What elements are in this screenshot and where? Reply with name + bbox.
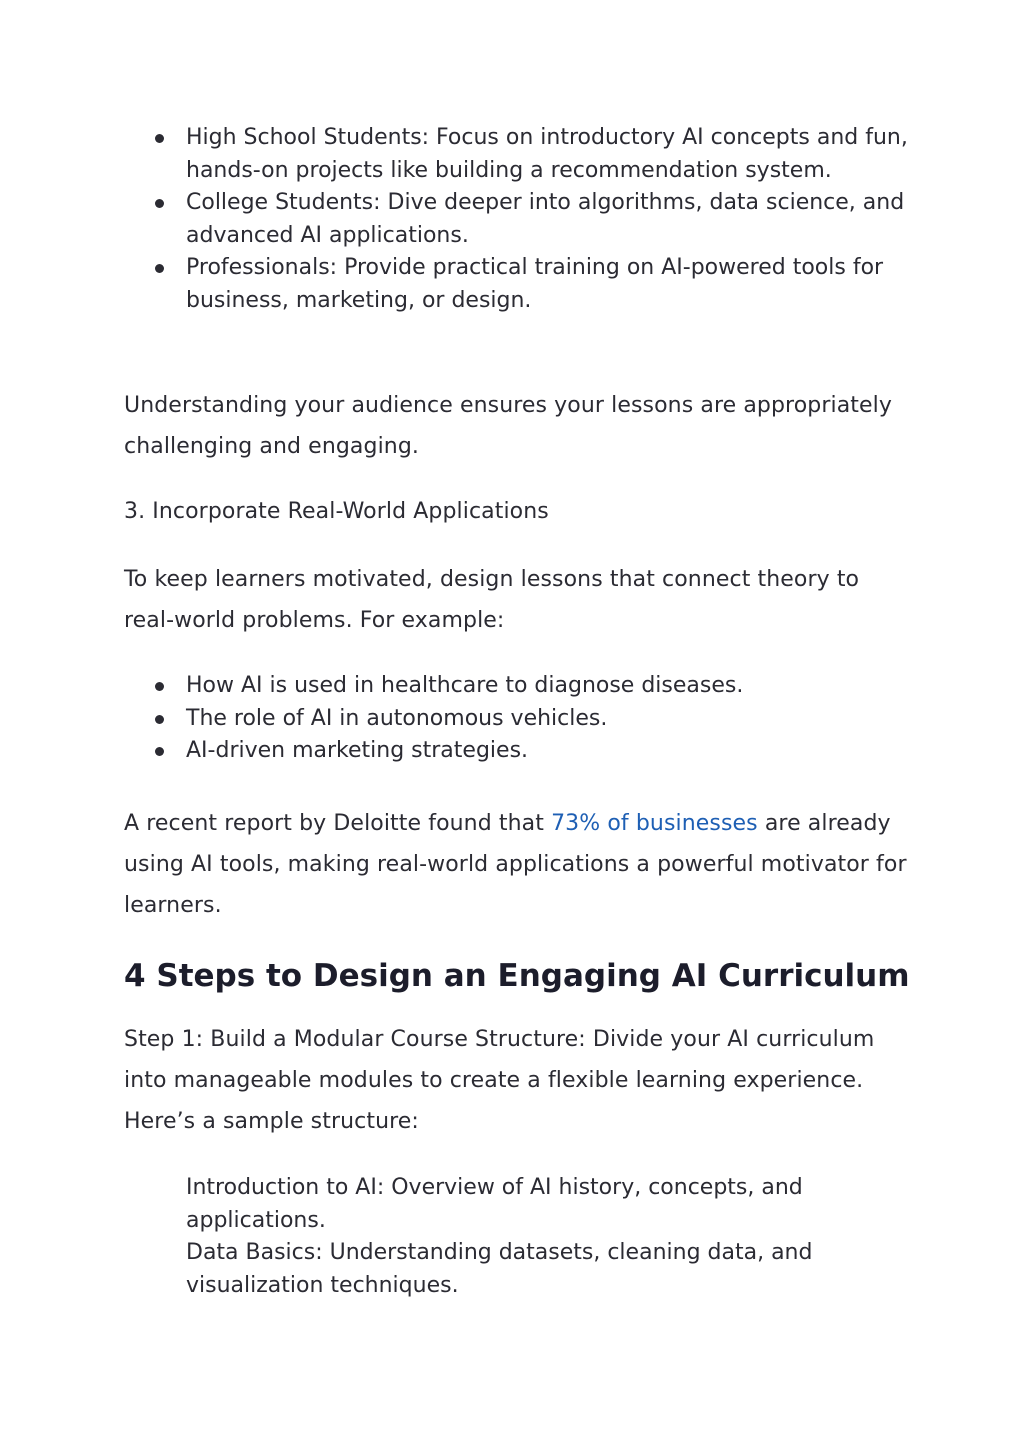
examples-list [124, 670, 914, 768]
section3-title: 3. Incorporate Real-World Applications [124, 499, 549, 524]
bullet-icon [155, 264, 164, 273]
businesses-stat-link[interactable]: 73% of businesses [551, 811, 758, 836]
bullet-icon [155, 747, 164, 756]
list-item [124, 252, 914, 317]
bullet-icon [155, 134, 164, 143]
list-item-text: The role of AI in autonomous vehicles. [186, 705, 608, 731]
section-heading: 4 Steps to Design an Engaging AI Curriculum [124, 958, 910, 994]
list-item-text: High School Students: Focus on introductory AI concepts and fun, hands-on projects like building a recommendation system. [186, 125, 908, 183]
list-item-text: Professionals: Provide practical training on AI-powered tools for business, marketing, or design. [186, 255, 884, 313]
bullet-icon [155, 715, 164, 724]
audience-list [124, 122, 914, 317]
list-item-text: AI-driven marketing strategies. [186, 738, 529, 763]
list-item [124, 122, 914, 187]
section3-intro: To keep learners motivated, design lessons that connect theory to real-world problems. For example: [124, 567, 860, 633]
list-item [124, 703, 914, 736]
module-item: Introduction to AI: Overview of AI history, concepts, and applications. [186, 1175, 803, 1233]
list-item [124, 670, 914, 703]
bullet-icon [155, 199, 164, 208]
deloitte-text-before: A recent report by Deloitte found that [124, 811, 552, 836]
list-item [124, 187, 914, 252]
audience-summary: Understanding your audience ensures your lessons are appropriately challenging and engaging. [124, 393, 892, 459]
list-item-text: How AI is used in healthcare to diagnose diseases. [186, 673, 744, 698]
module-item: Data Basics: Understanding datasets, cleaning data, and visualization techniques. [186, 1240, 813, 1298]
list-item [124, 735, 914, 768]
deloitte-text-after: are already using AI tools, making real-world applications a powerful motivator for learners. [124, 811, 907, 918]
deloitte-paragraph [124, 803, 914, 926]
modules-list [186, 1172, 914, 1302]
list-item-text: College Students: Dive deeper into algorithms, data science, and advanced AI applications. [186, 190, 905, 248]
step1-paragraph: Step 1: Build a Modular Course Structure: Divide your AI curriculum into manageable modules to create a flexible learning experience. Here’s a sample structure: [124, 1027, 875, 1134]
bullet-icon [155, 682, 164, 691]
